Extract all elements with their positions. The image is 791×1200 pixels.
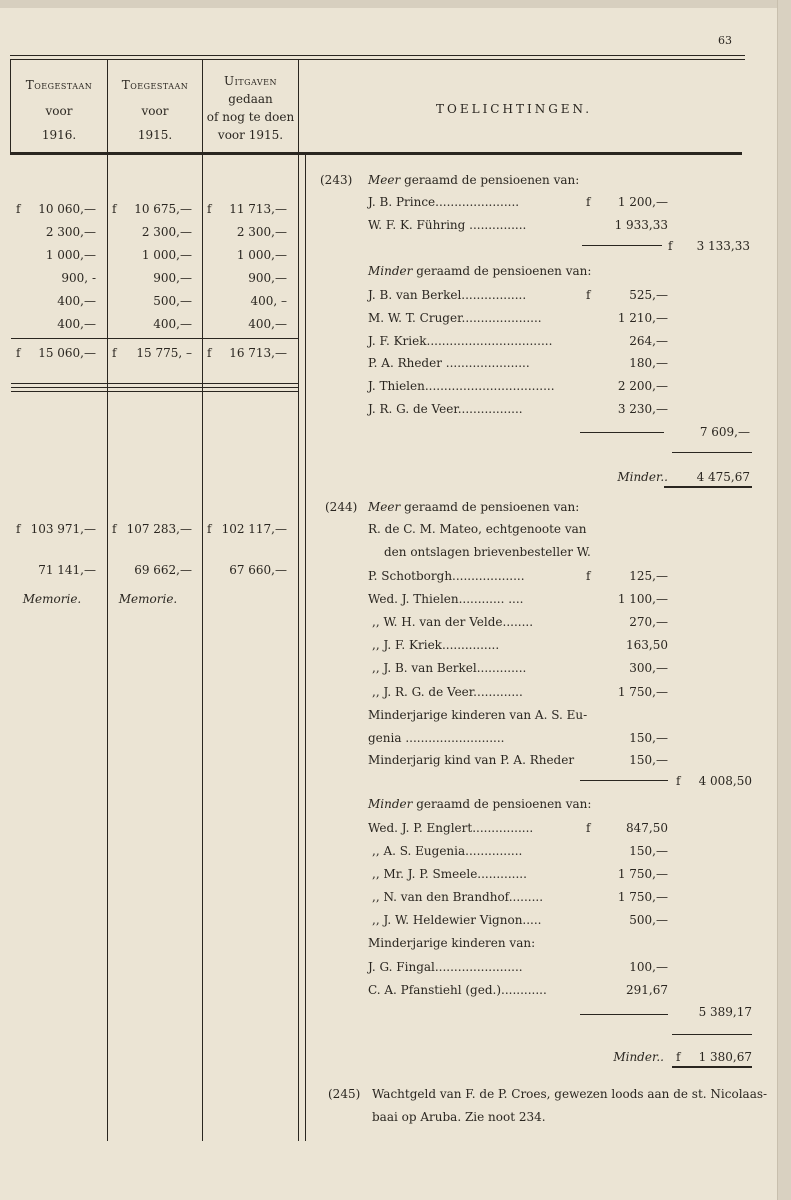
note244-minder-rest: geraamd de pensioenen van: [416, 797, 592, 811]
col-border-left [10, 59, 11, 155]
n244minder-amount-1: 150,— [629, 844, 668, 858]
note244-result-rule [672, 1034, 752, 1035]
note244-result-amount: 1 380,67 [698, 1050, 752, 1064]
n243minder-amount-5: 3 230,— [617, 402, 668, 416]
page-number: 63 [718, 34, 732, 47]
n244minder-amount-2: 1 750,— [617, 867, 668, 881]
page-top-edge [0, 0, 791, 8]
n244kind-name-0: genia .......................... [368, 731, 505, 745]
n244meer-amount-1: 1 100,— [617, 592, 668, 607]
note243-result-rule [672, 452, 752, 453]
amount-g2-r0-c3-f: f [207, 522, 212, 536]
note243-meer-rest: geraamd de pensioenen van: [404, 173, 580, 187]
amount-g1-r5-c2: 400,— [153, 317, 192, 331]
n243minder-amount-0: 525,— [629, 288, 668, 302]
amount-g1-total-c2: 15 775, – [136, 346, 192, 360]
amount-g1-r3-c3: 900,— [248, 271, 287, 285]
note244-kinderen-line: Minderjarige kinderen van A. S. Eu- [368, 708, 588, 722]
note243-number: (243) [320, 173, 353, 187]
n244minder-amount-4: 500,— [629, 913, 668, 927]
amount-g1-r1-c2: 2 300,— [141, 225, 192, 239]
col-divider-3b [305, 155, 306, 1141]
note244-result-label: Minder.. [613, 1050, 664, 1064]
amount-g1-r4-c3: 400, – [250, 294, 287, 308]
group1-double-rule-c [11, 391, 298, 392]
n244meer-amount-2: 270,— [629, 615, 668, 630]
n244minder-name-1: ,, A. S. Eugenia............... [372, 844, 523, 858]
group1-double-rule-b [11, 387, 298, 388]
n243minder-amount-4: 2 200,— [617, 379, 668, 394]
note243-result-underline [664, 486, 752, 488]
note243-minder-total: 7 609,— [699, 425, 750, 439]
note244-line2: den ontslagen brievenbesteller W. [384, 545, 591, 559]
amount-g1-total-c1-f: f [16, 346, 21, 360]
n243minder-name-4: J. Thielen.................................. [368, 379, 555, 394]
note244-number: (244) [325, 500, 358, 514]
note244-line1: R. de C. M. Mateo, echtgenoote van [368, 522, 587, 536]
n244meer-name-4: ,, J. B. van Berkel............. [372, 661, 527, 676]
amount-g1-r0-c3: 11 713,— [229, 202, 287, 216]
amount-g1-r1-c3: 2 300,— [236, 225, 287, 239]
note243-minder-word: Minder [368, 264, 413, 278]
note244-meer-heading [368, 500, 579, 514]
amount-g1-total-c3-f: f [207, 346, 212, 360]
n244meer-amount-4: 300,— [629, 661, 668, 676]
header-top-rule [10, 55, 745, 56]
n243meer-name-0: J. B. Prince...................... [368, 195, 520, 209]
header-col3-line2: gedaan [228, 92, 273, 106]
note244-meer-rule [580, 780, 668, 781]
n243minder-name-5: J. R. G. de Veer................. [368, 402, 523, 416]
header-col3-line3: of nog te doen [206, 110, 295, 124]
n243minder-name-1: M. W. T. Cruger..................... [368, 310, 542, 325]
amount-g2-r2-c1: Memorie. [22, 592, 82, 606]
amount-g1-total-c3: 16 713,— [229, 346, 287, 360]
amount-g1-r0-c3-f: f [207, 202, 212, 216]
n244kind2-name-1: C. A. Pfanstiehl (ged.)............ [368, 982, 547, 997]
note243-result-label: Minder.. [617, 470, 668, 484]
note244-result-f: f [676, 1050, 681, 1064]
group1-total-rule [11, 338, 298, 339]
n244minder-name-2: ,, Mr. J. P. Smeele............. [372, 867, 527, 881]
n243minder-amount-2: 264,— [629, 333, 668, 348]
n244kind2-amount-0: 100,— [629, 960, 668, 974]
header-col2-line3: 1915. [137, 128, 173, 142]
n244minder-name-3: ,, N. van den Brandhof......... [372, 890, 544, 904]
amount-g2-r0-c2: 107 283,— [126, 522, 192, 536]
header-notes: TOELICHTINGEN. [436, 102, 593, 116]
n244kind-amount-1: 150,— [629, 753, 668, 767]
header-col1-line3: 1916. [41, 128, 77, 142]
header-col1-line2: voor [45, 104, 73, 118]
n243minder-amount-3: 180,— [629, 356, 668, 371]
n244meer-name-3: ,, J. F. Kriek............... [372, 638, 500, 653]
note245-line1: Wachtgeld van F. de P. Croes, gewezen loods aan de st. Nicolaas- [372, 1087, 768, 1101]
amount-g1-total-c2-f: f [112, 346, 117, 360]
col-divider-3 [298, 59, 299, 1141]
n244minder-amount-0: 847,50 [626, 821, 668, 835]
amount-g1-r5-c3: 400,— [248, 317, 287, 331]
n244meer-name-5: ,, J. R. G. de Veer............. [372, 684, 523, 699]
n243meer-amount-0: 1 200,— [617, 195, 668, 209]
amount-g1-r2-c3: 1 000,— [236, 248, 287, 262]
n244minder-f-0: f [586, 821, 591, 835]
header-bottom-rule [10, 152, 742, 155]
amount-g1-total-c1: 15 060,— [38, 346, 96, 360]
note244-kinderen2-line: Minderjarige kinderen van: [368, 936, 536, 950]
amount-g1-r2-c2: 1 000,— [141, 248, 192, 262]
note243-meer-total-f: f [668, 239, 673, 253]
n243minder-name-0: J. B. van Berkel................. [368, 288, 527, 302]
header-col2-line2: voor [141, 104, 169, 118]
amount-g1-r0-c1-f: f [16, 202, 21, 216]
note244-meer-rest: geraamd de pensioenen van: [404, 500, 580, 514]
note245-number: (245) [328, 1087, 361, 1101]
n244meer-amount-5: 1 750,— [617, 684, 668, 699]
note244-meer-word: Meer [368, 500, 401, 514]
note243-result-amount: 4 475,67 [696, 470, 750, 484]
n244meer-name-0: P. Schotborgh................... [368, 569, 525, 583]
header-col3-line4: voor 1915. [217, 128, 284, 142]
amount-g1-r5-c1: 400,— [57, 317, 96, 331]
note243-meer-heading [368, 173, 579, 187]
n244kind-amount-0: 150,— [629, 731, 668, 745]
note243-minder-heading [368, 264, 591, 278]
header-col3-line1: Uitgaven [224, 74, 277, 88]
amount-g1-r0-c2: 10 675,— [134, 202, 192, 216]
amount-g2-r2-c2: Memorie. [118, 592, 178, 606]
amount-g2-r0-c1: 103 971,— [30, 522, 96, 536]
amount-g2-r0-c1-f: f [16, 522, 21, 536]
n243minder-name-3: P. A. Rheder ...................... [368, 356, 530, 371]
amount-g1-r3-c1: 900, - [61, 271, 96, 285]
n243minder-name-2: J. F. Kriek................................. [368, 333, 553, 348]
note244-minder-word: Minder [368, 797, 413, 811]
note244-result-underline [672, 1066, 752, 1068]
note243-minder-rest: geraamd de pensioenen van: [416, 264, 592, 278]
n244meer-f-0: f [586, 569, 591, 583]
group1-double-rule-a [11, 383, 298, 384]
page-right-edge [777, 0, 791, 1200]
n244minder-name-0: Wed. J. P. Englert................ [368, 821, 534, 835]
n244meer-name-1: Wed. J. Thielen............ .... [368, 592, 524, 607]
note243-meer-word: Meer [368, 173, 401, 187]
n243meer-name-1: W. F. K. Führing ............... [368, 218, 527, 232]
note243-meer-total: 3 133,33 [696, 239, 750, 253]
amount-g2-r0-c3: 102 117,— [221, 522, 287, 536]
n244kind2-name-0: J. G. Fingal....................... [368, 960, 523, 974]
n244meer-name-2: ,, W. H. van der Velde........ [372, 615, 534, 630]
amount-g1-r4-c2: 500,— [153, 294, 192, 308]
amount-g1-r1-c1: 2 300,— [45, 225, 96, 239]
header-col2-line1: Toegestaan [121, 78, 189, 92]
n243minder-f-0: f [586, 288, 591, 302]
amount-g1-r3-c2: 900,— [153, 271, 192, 285]
header-col1-line1: Toegestaan [25, 78, 93, 92]
amount-g2-r0-c2-f: f [112, 522, 117, 536]
amount-g1-r2-c1: 1 000,— [45, 248, 96, 262]
n244meer-amount-3: 163,50 [626, 638, 668, 653]
n244minder-amount-3: 1 750,— [617, 890, 668, 904]
amount-g1-r4-c1: 400,— [57, 294, 96, 308]
amount-g1-r0-c2-f: f [112, 202, 117, 216]
note244-meer-total-f: f [676, 774, 681, 788]
note243-minder-rule [580, 432, 664, 433]
n244meer-amount-0: 125,— [629, 569, 668, 583]
amount-g2-r1-c1: 71 141,— [38, 563, 96, 577]
note244-minder-rule [580, 1014, 668, 1015]
col-divider-2 [202, 59, 203, 1141]
n244kind2-amount-1: 291,67 [626, 982, 668, 997]
n243minder-amount-1: 1 210,— [617, 310, 668, 325]
header-top-rule-2 [10, 59, 745, 60]
note243-meer-rule [582, 245, 662, 246]
n243meer-f-0: f [586, 195, 591, 209]
amount-g2-r1-c3: 67 660,— [229, 563, 287, 577]
n244minder-name-4: ,, J. W. Heldewier Vignon..... [372, 913, 542, 927]
amount-g2-r1-c2: 69 662,— [134, 563, 192, 577]
amount-g1-r0-c1: 10 060,— [38, 202, 96, 216]
n243meer-amount-1: 1 933,33 [614, 218, 668, 232]
note244-meer-total: 4 008,50 [698, 774, 752, 788]
note244-minder-total: 5 389,17 [698, 1005, 752, 1019]
n244kind-name-1: Minderjarig kind van P. A. Rheder [368, 753, 575, 767]
note245-line2: baai op Aruba. Zie noot 234. [372, 1110, 546, 1124]
note244-minder-heading [368, 797, 591, 811]
